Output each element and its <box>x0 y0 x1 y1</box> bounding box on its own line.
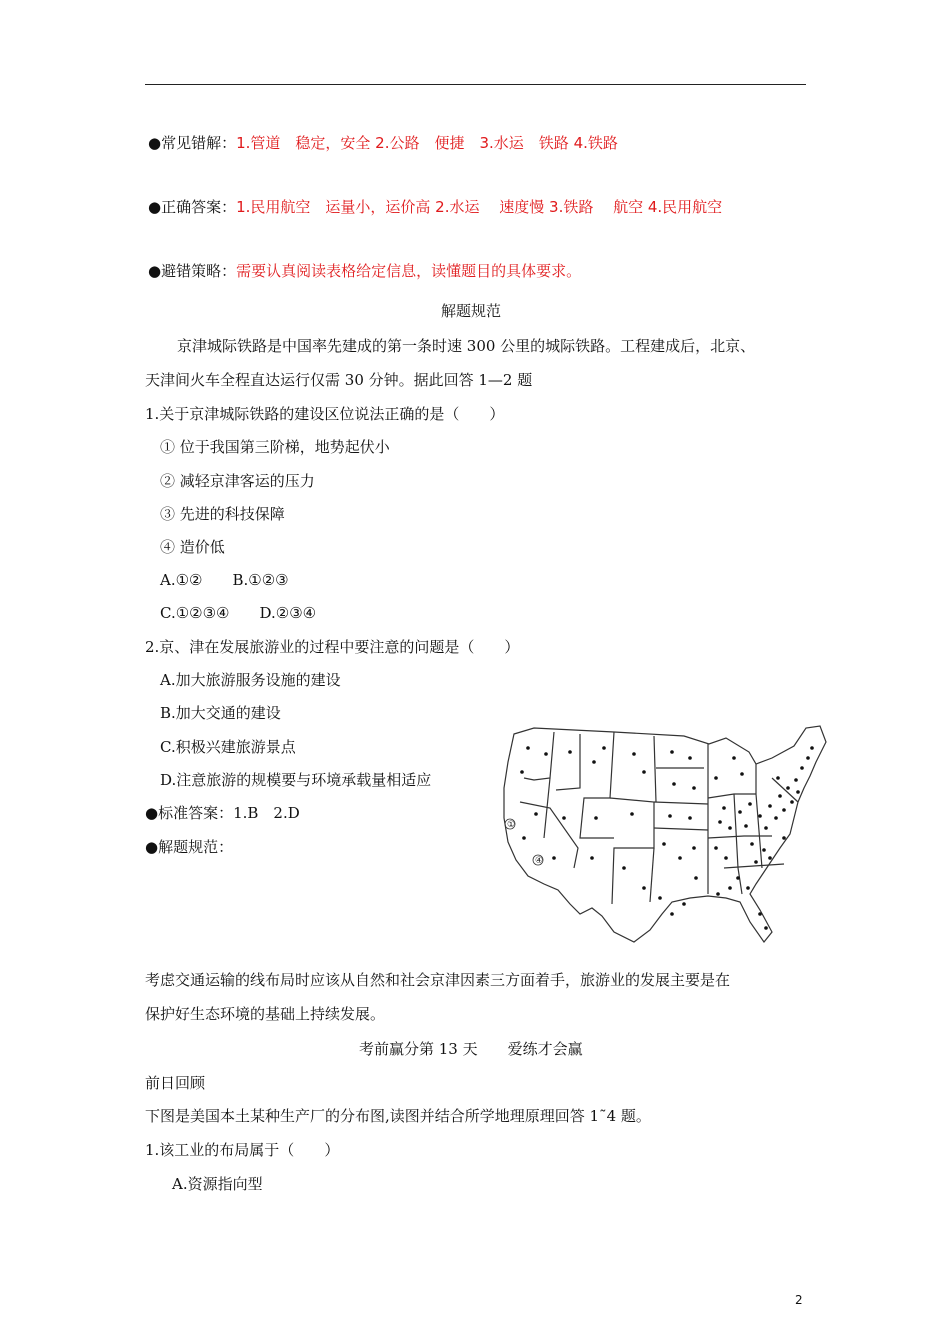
header-rule <box>145 84 806 85</box>
avoid-strategy-line <box>148 260 581 281</box>
map-intro: 下图是美国本土某种生产厂的分布图,读图并结合所学地理原理回答 1˜4 题。 <box>145 1107 651 1125</box>
q1-option-1: ① 位于我国第三阶梯，地势起伏小 <box>160 438 390 456</box>
q2-option-c: C.积极兴建旅游景点 <box>160 738 296 756</box>
correct-answer-line <box>148 196 722 217</box>
q1-option-3: ③ 先进的科技保障 <box>160 505 285 523</box>
q1-option-4: ④ 造价低 <box>160 538 225 556</box>
section-title: 解题规范 <box>441 302 502 320</box>
day-title: 考前赢分第 13 天 爱练才会赢 <box>359 1040 583 1058</box>
correct-answer-label: ●正确答案： <box>148 198 237 216</box>
usa-factory-distribution-map <box>494 718 830 946</box>
question-2: 2.京、津在发展旅游业的过程中要注意的问题是（ ） <box>145 638 520 656</box>
conclusion-line-2: 保护好生态环境的基础上持续发展。 <box>145 1005 386 1023</box>
common-mistakes-label: ●常见错解： <box>148 134 237 152</box>
avoid-strategy-text: 需要认真阅读表格给定信息，读懂题目的具体要求。 <box>236 262 582 280</box>
intro-line-2: 天津间火车全程直达运行仅需 30 分钟。据此回答 1—2 题 <box>145 371 533 389</box>
q1-choices-cd: C.①②③④ D.②③④ <box>160 604 317 622</box>
q1-option-2: ② 减轻京津客运的压力 <box>160 472 315 490</box>
review-heading: 前日回顾 <box>145 1074 206 1092</box>
common-mistakes-line <box>148 132 618 153</box>
common-mistakes-text: 1.管道 稳定，安全 2.公路 便捷 3.水运 铁路 4.铁路 <box>236 134 618 152</box>
map-circle-labels <box>505 819 543 866</box>
solution-norm-label: ●解题规范： <box>145 838 234 856</box>
q2-option-d: D.注意旅游的规模要与环境承载量相适应 <box>160 771 432 789</box>
q3-option-a: A.资源指向型 <box>172 1175 263 1193</box>
question-3: 1.该工业的布局属于（ ） <box>145 1141 340 1159</box>
avoid-strategy-label: ●避错策略： <box>148 262 237 280</box>
standard-answer: ●标准答案：1.B 2.D <box>145 804 300 822</box>
factory-markers <box>520 746 814 930</box>
conclusion-line-1: 考虑交通运输的线布局时应该从自然和社会京津因素三方面着手，旅游业的发展主要是在 <box>145 971 731 989</box>
map-label-1: ① <box>507 820 516 830</box>
q2-option-b: B.加大交通的建设 <box>160 704 281 722</box>
usa-outline <box>504 726 826 942</box>
q2-option-a: A.加大旅游服务设施的建设 <box>160 671 341 689</box>
correct-answer-text: 1.民用航空 运量小，运价高 2.水运 速度慢 3.铁路 航空 4.民用航空 <box>236 198 723 216</box>
page-number: 2 <box>795 1293 803 1307</box>
intro-line-1: 京津城际铁路是中国率先建成的第一条时速 300 公里的城际铁路。工程建成后，北京、 <box>177 337 756 355</box>
question-1: 1.关于京津城际铁路的建设区位说法正确的是（ ） <box>145 405 505 423</box>
q1-choices-ab: A.①② B.①②③ <box>160 571 289 589</box>
map-label-4: ④ <box>535 856 544 866</box>
